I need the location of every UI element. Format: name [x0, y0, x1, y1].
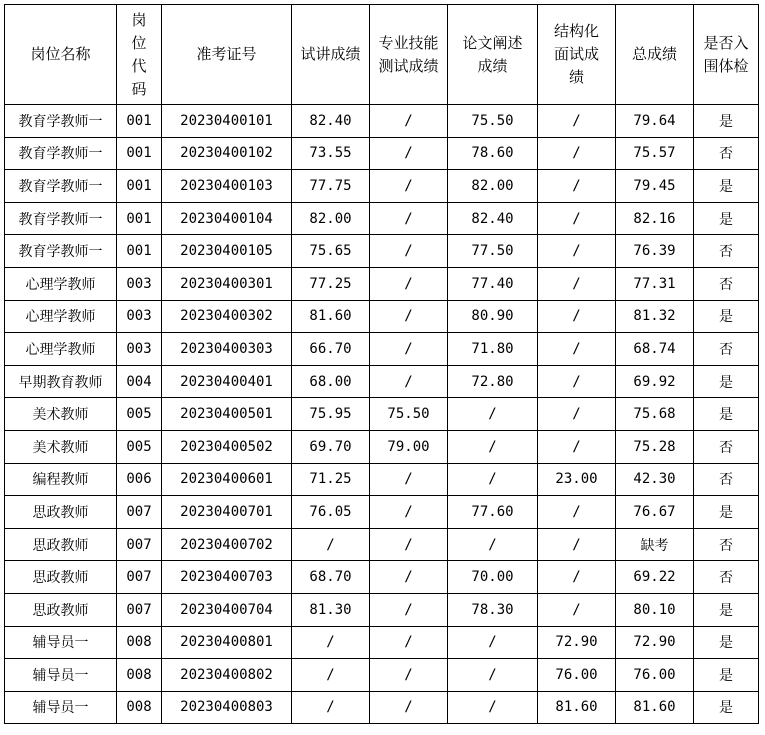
position-name-cell: 辅导员一	[5, 691, 117, 724]
position-name-cell: 教育学教师一	[5, 235, 117, 268]
header-thesis-score: 论文阐述成绩	[448, 5, 538, 105]
total-score-cell: 76.39	[616, 235, 694, 268]
skill-test-score-cell: /	[370, 235, 448, 268]
trial-lecture-score-cell: 68.70	[292, 561, 370, 594]
table-row	[5, 496, 759, 529]
position-code-cell: 003	[117, 267, 162, 300]
shortlist-cell: 是	[694, 496, 759, 529]
table-row	[5, 398, 759, 431]
total-score-cell: 69.22	[616, 561, 694, 594]
score-table	[4, 4, 759, 724]
trial-lecture-score-cell: /	[292, 659, 370, 692]
position-code-cell: 008	[117, 659, 162, 692]
position-name-cell: 美术教师	[5, 430, 117, 463]
shortlist-cell: 否	[694, 463, 759, 496]
thesis-score-cell: 78.60	[448, 137, 538, 170]
skill-test-score-cell: /	[370, 593, 448, 626]
thesis-score-cell: /	[448, 430, 538, 463]
position-name-cell: 心理学教师	[5, 333, 117, 366]
trial-lecture-score-cell: 77.75	[292, 170, 370, 203]
table-row	[5, 561, 759, 594]
header-row	[5, 5, 759, 105]
skill-test-score-cell: /	[370, 365, 448, 398]
position-name-cell: 编程教师	[5, 463, 117, 496]
trial-lecture-score-cell: 82.00	[292, 202, 370, 235]
table-row	[5, 105, 759, 138]
table-row	[5, 626, 759, 659]
position-code-cell: 005	[117, 398, 162, 431]
table-row	[5, 528, 759, 561]
trial-lecture-score-cell: 66.70	[292, 333, 370, 366]
shortlist-cell: 否	[694, 267, 759, 300]
skill-test-score-cell: /	[370, 137, 448, 170]
structured-interview-score-cell: 72.90	[538, 626, 616, 659]
shortlist-cell: 是	[694, 691, 759, 724]
skill-test-score-cell: 79.00	[370, 430, 448, 463]
position-name-cell: 教育学教师一	[5, 105, 117, 138]
thesis-score-cell: 80.90	[448, 300, 538, 333]
total-score-cell: 75.28	[616, 430, 694, 463]
position-name-cell: 思政教师	[5, 561, 117, 594]
structured-interview-score-cell: /	[538, 593, 616, 626]
skill-test-score-cell: /	[370, 691, 448, 724]
position-code-cell: 008	[117, 691, 162, 724]
position-name-cell: 思政教师	[5, 528, 117, 561]
table-row	[5, 300, 759, 333]
structured-interview-score-cell: 81.60	[538, 691, 616, 724]
trial-lecture-score-cell: 69.70	[292, 430, 370, 463]
thesis-score-cell: /	[448, 659, 538, 692]
structured-interview-score-cell: /	[538, 430, 616, 463]
shortlist-cell: 否	[694, 528, 759, 561]
total-score-cell: 76.00	[616, 659, 694, 692]
structured-interview-score-cell: /	[538, 105, 616, 138]
table-row	[5, 430, 759, 463]
header-position-name: 岗位名称	[5, 5, 117, 105]
admission-number-cell: 20230400802	[162, 659, 292, 692]
total-score-cell: 76.67	[616, 496, 694, 529]
total-score-cell: 缺考	[616, 528, 694, 561]
thesis-score-cell: /	[448, 463, 538, 496]
shortlist-cell: 否	[694, 333, 759, 366]
trial-lecture-score-cell: /	[292, 528, 370, 561]
total-score-cell: 75.57	[616, 137, 694, 170]
total-score-cell: 81.60	[616, 691, 694, 724]
skill-test-score-cell: /	[370, 463, 448, 496]
admission-number-cell: 20230400301	[162, 267, 292, 300]
position-code-cell: 007	[117, 528, 162, 561]
shortlist-cell: 是	[694, 398, 759, 431]
position-name-cell: 早期教育教师	[5, 365, 117, 398]
admission-number-cell: 20230400704	[162, 593, 292, 626]
shortlist-cell: 否	[694, 235, 759, 268]
total-score-cell: 80.10	[616, 593, 694, 626]
total-score-cell: 79.64	[616, 105, 694, 138]
position-name-cell: 辅导员一	[5, 626, 117, 659]
position-name-cell: 心理学教师	[5, 300, 117, 333]
structured-interview-score-cell: /	[538, 267, 616, 300]
position-code-cell: 005	[117, 430, 162, 463]
trial-lecture-score-cell: 73.55	[292, 137, 370, 170]
structured-interview-score-cell: /	[538, 137, 616, 170]
position-name-cell: 思政教师	[5, 593, 117, 626]
admission-number-cell: 20230400105	[162, 235, 292, 268]
position-code-cell: 007	[117, 593, 162, 626]
trial-lecture-score-cell: 76.05	[292, 496, 370, 529]
shortlist-cell: 是	[694, 105, 759, 138]
table-row	[5, 593, 759, 626]
position-name-cell: 教育学教师一	[5, 137, 117, 170]
skill-test-score-cell: /	[370, 202, 448, 235]
table-row	[5, 463, 759, 496]
skill-test-score-cell: 75.50	[370, 398, 448, 431]
thesis-score-cell: 82.40	[448, 202, 538, 235]
position-code-cell: 001	[117, 170, 162, 203]
position-name-cell: 美术教师	[5, 398, 117, 431]
header-admission-number: 准考证号	[162, 5, 292, 105]
skill-test-score-cell: /	[370, 561, 448, 594]
trial-lecture-score-cell: 77.25	[292, 267, 370, 300]
position-code-cell: 008	[117, 626, 162, 659]
admission-number-cell: 20230400803	[162, 691, 292, 724]
structured-interview-score-cell: 76.00	[538, 659, 616, 692]
position-code-cell: 001	[117, 235, 162, 268]
trial-lecture-score-cell: 75.65	[292, 235, 370, 268]
structured-interview-score-cell: /	[538, 333, 616, 366]
table-row	[5, 170, 759, 203]
trial-lecture-score-cell: /	[292, 691, 370, 724]
header-medical-check-shortlist: 是否入围体检	[694, 5, 759, 105]
trial-lecture-score-cell: 81.30	[292, 593, 370, 626]
header-structured-interview-score: 结构化面试成绩	[538, 5, 616, 105]
table-row	[5, 365, 759, 398]
admission-number-cell: 20230400302	[162, 300, 292, 333]
skill-test-score-cell: /	[370, 333, 448, 366]
total-score-cell: 42.30	[616, 463, 694, 496]
total-score-cell: 81.32	[616, 300, 694, 333]
shortlist-cell: 是	[694, 202, 759, 235]
table-row	[5, 659, 759, 692]
admission-number-cell: 20230400102	[162, 137, 292, 170]
structured-interview-score-cell: 23.00	[538, 463, 616, 496]
thesis-score-cell: 71.80	[448, 333, 538, 366]
position-code-cell: 003	[117, 300, 162, 333]
shortlist-cell: 否	[694, 561, 759, 594]
thesis-score-cell: /	[448, 398, 538, 431]
skill-test-score-cell: /	[370, 105, 448, 138]
position-name-cell: 辅导员一	[5, 659, 117, 692]
structured-interview-score-cell: /	[538, 170, 616, 203]
skill-test-score-cell: /	[370, 659, 448, 692]
position-code-cell: 007	[117, 496, 162, 529]
thesis-score-cell: 78.30	[448, 593, 538, 626]
header-position-code: 岗位代码	[117, 5, 162, 105]
shortlist-cell: 是	[694, 626, 759, 659]
shortlist-cell: 否	[694, 137, 759, 170]
admission-number-cell: 20230400703	[162, 561, 292, 594]
thesis-score-cell: 82.00	[448, 170, 538, 203]
position-code-cell: 001	[117, 202, 162, 235]
total-score-cell: 72.90	[616, 626, 694, 659]
thesis-score-cell: 75.50	[448, 105, 538, 138]
admission-number-cell: 20230400501	[162, 398, 292, 431]
table-row	[5, 137, 759, 170]
thesis-score-cell: 72.80	[448, 365, 538, 398]
trial-lecture-score-cell: /	[292, 626, 370, 659]
admission-number-cell: 20230400101	[162, 105, 292, 138]
thesis-score-cell: 77.60	[448, 496, 538, 529]
admission-number-cell: 20230400801	[162, 626, 292, 659]
total-score-cell: 75.68	[616, 398, 694, 431]
admission-number-cell: 20230400601	[162, 463, 292, 496]
header-skill-test-score: 专业技能测试成绩	[370, 5, 448, 105]
position-name-cell: 思政教师	[5, 496, 117, 529]
shortlist-cell: 是	[694, 365, 759, 398]
trial-lecture-score-cell: 82.40	[292, 105, 370, 138]
skill-test-score-cell: /	[370, 300, 448, 333]
thesis-score-cell: /	[448, 626, 538, 659]
table-row	[5, 235, 759, 268]
thesis-score-cell: /	[448, 691, 538, 724]
position-code-cell: 003	[117, 333, 162, 366]
total-score-cell: 77.31	[616, 267, 694, 300]
admission-number-cell: 20230400104	[162, 202, 292, 235]
trial-lecture-score-cell: 75.95	[292, 398, 370, 431]
table-row	[5, 691, 759, 724]
shortlist-cell: 是	[694, 300, 759, 333]
shortlist-cell: 否	[694, 430, 759, 463]
structured-interview-score-cell: /	[538, 398, 616, 431]
structured-interview-score-cell: /	[538, 300, 616, 333]
table-body	[5, 105, 759, 724]
position-code-cell: 006	[117, 463, 162, 496]
total-score-cell: 79.45	[616, 170, 694, 203]
trial-lecture-score-cell: 68.00	[292, 365, 370, 398]
thesis-score-cell: 70.00	[448, 561, 538, 594]
position-code-cell: 001	[117, 105, 162, 138]
admission-number-cell: 20230400103	[162, 170, 292, 203]
trial-lecture-score-cell: 71.25	[292, 463, 370, 496]
position-name-cell: 心理学教师	[5, 267, 117, 300]
table-row	[5, 333, 759, 366]
admission-number-cell: 20230400702	[162, 528, 292, 561]
shortlist-cell: 是	[694, 659, 759, 692]
admission-number-cell: 20230400502	[162, 430, 292, 463]
trial-lecture-score-cell: 81.60	[292, 300, 370, 333]
skill-test-score-cell: /	[370, 170, 448, 203]
total-score-cell: 69.92	[616, 365, 694, 398]
structured-interview-score-cell: /	[538, 561, 616, 594]
table-row	[5, 267, 759, 300]
shortlist-cell: 是	[694, 170, 759, 203]
total-score-cell: 68.74	[616, 333, 694, 366]
position-code-cell: 007	[117, 561, 162, 594]
skill-test-score-cell: /	[370, 626, 448, 659]
structured-interview-score-cell: /	[538, 235, 616, 268]
admission-number-cell: 20230400701	[162, 496, 292, 529]
structured-interview-score-cell: /	[538, 365, 616, 398]
structured-interview-score-cell: /	[538, 496, 616, 529]
position-name-cell: 教育学教师一	[5, 202, 117, 235]
header-total-score: 总成绩	[616, 5, 694, 105]
admission-number-cell: 20230400401	[162, 365, 292, 398]
thesis-score-cell: /	[448, 528, 538, 561]
structured-interview-score-cell: /	[538, 202, 616, 235]
thesis-score-cell: 77.40	[448, 267, 538, 300]
total-score-cell: 82.16	[616, 202, 694, 235]
skill-test-score-cell: /	[370, 267, 448, 300]
shortlist-cell: 是	[694, 593, 759, 626]
skill-test-score-cell: /	[370, 496, 448, 529]
admission-number-cell: 20230400303	[162, 333, 292, 366]
header-trial-lecture-score: 试讲成绩	[292, 5, 370, 105]
skill-test-score-cell: /	[370, 528, 448, 561]
structured-interview-score-cell: /	[538, 528, 616, 561]
position-code-cell: 001	[117, 137, 162, 170]
position-code-cell: 004	[117, 365, 162, 398]
position-name-cell: 教育学教师一	[5, 170, 117, 203]
table-row	[5, 202, 759, 235]
thesis-score-cell: 77.50	[448, 235, 538, 268]
